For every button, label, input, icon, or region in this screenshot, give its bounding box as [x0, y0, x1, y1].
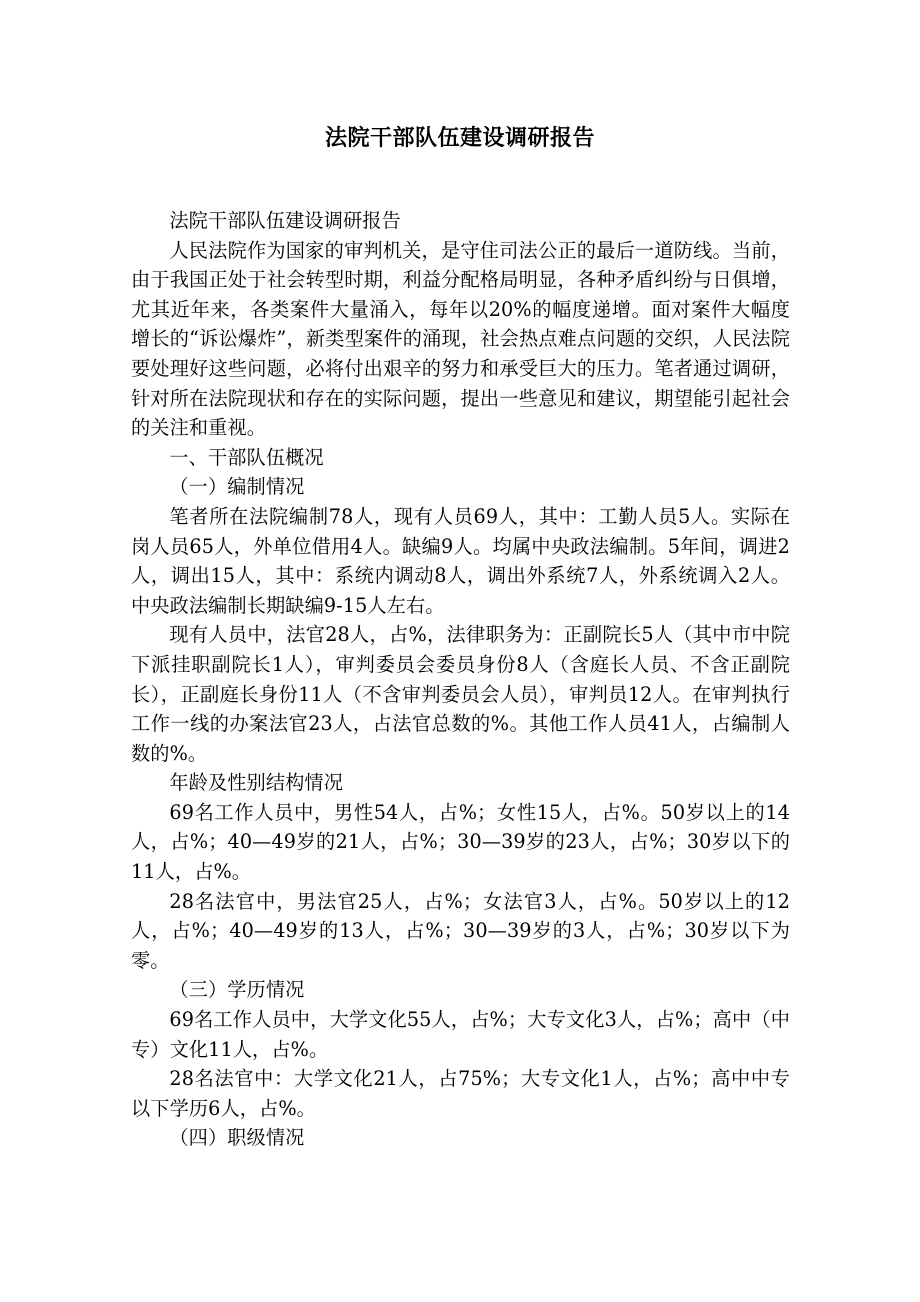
document-body [131, 206, 790, 1153]
inner-title-line: 法院干部队伍建设调研报告 [169, 209, 401, 232]
paragraph-edu-staff: 69名工作人员中，大学文化55人，占%；大专文化3人，占%；高中（中专）文化11人，占%。 [131, 1008, 790, 1061]
paragraph-age-staff: 69名工作人员中，男性54人，占%；女性15人，占%。50岁以上的14人，占%；40—49岁的21人，占%；30—39岁的23人，占%；30岁以下的11人，占%。 [131, 800, 790, 884]
page-title: 法院干部队伍建设调研报告 [324, 124, 595, 151]
heading-section-1-2: 年龄及性别结构情况 [169, 771, 343, 795]
paragraph-age-judges: 28名法官中，男法官25人，占%；女法官3人，占%。50岁以上的12人，占%；40—49岁的13人，占%；30—39岁的3人，占%；30岁以下为零。 [131, 889, 790, 972]
heading-section-1-3: （三）学历情况 [169, 978, 305, 1002]
paragraph-staffing-1: 笔者所在法院编制78人，现有人员69人，其中：工勤人员5人。实际在岗人员65人，外单位借用4人。缺编9人。均属中央政法编制。5年间，调进2人，调出15人，其中：系统内调动8人，调出外系统7人，外系统调入2人。中央政法编制长期缺编9-15人左右。 [131, 504, 790, 617]
paragraph-edu-judges: 28名法官中：大学文化21人，占75%；大专文化1人，占%；高中中专以下学历6人，占%。 [131, 1067, 790, 1120]
heading-section-1-4: （四）职级情况 [169, 1126, 305, 1150]
paragraph-staffing-2: 现有人员中，法官28人，占%，法律职务为：正副院长5人（其中市中院下派挂职副院长1人），审判委员会委员身份8人（含庭长人员、不含正副院长），正副庭长身份11人（不含审判委员会人员），审判员12人。在审判执行工作一线的办案法官23人，占法官总数的%。其他工作人员41人，占编制人数的%。 [131, 623, 790, 765]
heading-section-1-1: （一）编制情况 [169, 475, 305, 499]
heading-section-1: 一、干部队伍概况 [169, 445, 324, 469]
paragraph-intro: 人民法院作为国家的审判机关，是守住司法公正的最后一道防线。当前，由于我国正处于社会转型时期，利益分配格局明显，各种矛盾纠纷与日俱增，尤其近年来，各类案件大量涌入，每年以20%的幅度递增。面对案件大幅度增长的“诉讼爆炸”，新类型案件的涌现，社会热点难点问题的交织，人民法院要处理好这些问题，必将付出艰辛的努力和承受巨大的压力。笔者通过调研，针对所在法院现状和存在的实际问题，提出一些意见和建议，期望能引起社会的关注和重视。 [131, 238, 790, 440]
